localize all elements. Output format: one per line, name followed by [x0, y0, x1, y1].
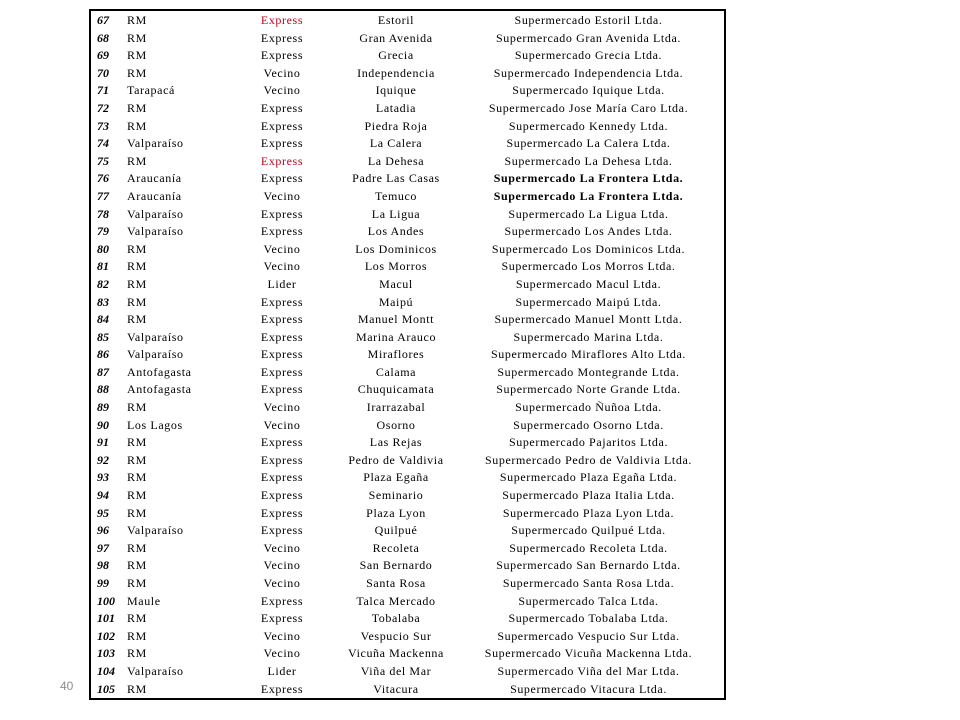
store-cell: Tobalaba	[371, 611, 421, 626]
store-cell: Manuel Montt	[357, 312, 435, 327]
region-cell: RM	[127, 488, 147, 503]
region-cell: RM	[127, 576, 147, 590]
store-cell: Quilpué	[374, 523, 418, 538]
format-cell: Express	[260, 136, 304, 151]
company-cell: Supermercado Norte Grande Ltda.	[496, 382, 681, 397]
format-cell: Express	[260, 171, 304, 186]
region-cell: RM	[127, 276, 147, 291]
format-cell: Vecino	[263, 558, 301, 573]
company-cell: Supermercado Vicuña Mackenna Ltda.	[484, 646, 693, 661]
region-cell: RM	[127, 153, 147, 168]
row-number: 72	[97, 100, 109, 115]
company-cell: Supermercado Kennedy Ltda.	[508, 118, 669, 133]
region-cell: RM	[127, 30, 147, 45]
row-number: 70	[97, 65, 109, 80]
format-cell: Vecino	[263, 417, 301, 432]
table-row	[91, 47, 724, 65]
region-cell: RM	[127, 118, 147, 133]
row-number: 69	[97, 48, 109, 63]
company-cell: Supermercado San Bernardo Ltda.	[496, 558, 681, 573]
row-number: 100	[97, 593, 115, 608]
format-cell: Vecino	[263, 241, 301, 256]
region-cell: RM	[127, 628, 147, 643]
format-cell: Express	[260, 329, 304, 344]
table-row	[91, 469, 724, 487]
region-cell: RM	[127, 452, 147, 467]
company-cell: Supermercado Jose María Caro Ltda.	[488, 100, 689, 115]
region-cell: Araucanía	[127, 171, 182, 186]
row-number: 101	[97, 611, 115, 626]
page-number: 40	[60, 679, 74, 693]
store-cell: Macul	[379, 276, 413, 291]
store-cell: Plaza Lyon	[366, 505, 426, 520]
store-cell: Los Andes	[367, 224, 425, 239]
table-row	[91, 575, 724, 593]
company-cell: Supermercado Estoril Ltda.	[514, 13, 663, 27]
row-number: 81	[97, 259, 109, 274]
table-row	[91, 12, 724, 30]
table-row	[91, 417, 724, 435]
table-row	[91, 364, 724, 382]
store-cell: Vespucio Sur	[360, 628, 432, 643]
company-cell: Supermercado Osorno Ltda.	[513, 417, 664, 432]
table-row	[91, 65, 724, 83]
store-cell: Estoril	[377, 13, 415, 27]
format-cell: Express	[260, 206, 304, 221]
region-cell: RM	[127, 558, 147, 573]
row-number: 90	[97, 417, 109, 432]
row-number: 89	[97, 400, 109, 415]
row-number: 94	[97, 488, 109, 503]
store-cell: Pedro de Valdivia	[348, 452, 444, 467]
company-cell: Supermercado Santa Rosa Ltda.	[502, 576, 675, 590]
region-cell: Valparaíso	[127, 329, 184, 344]
company-cell: Supermercado Los Morros Ltda.	[501, 259, 676, 274]
table-row	[91, 170, 724, 188]
table-frame	[89, 9, 726, 700]
supermarket-table	[91, 12, 724, 698]
store-cell: Vitacura	[373, 681, 419, 696]
region-cell: RM	[127, 100, 147, 115]
format-cell: Express	[260, 593, 304, 608]
company-cell: Supermercado La Frontera Ltda.	[493, 171, 684, 186]
company-cell: Supermercado Tobalaba Ltda.	[508, 611, 669, 626]
row-number: 96	[97, 523, 109, 538]
store-cell: Los Morros	[364, 259, 428, 274]
store-cell: Piedra Roja	[364, 118, 428, 133]
row-number: 88	[97, 382, 109, 397]
table-row	[91, 434, 724, 452]
store-cell: San Bernardo	[359, 558, 433, 573]
region-cell: Los Lagos	[127, 417, 183, 432]
region-cell: RM	[127, 400, 147, 415]
region-cell: RM	[127, 681, 147, 696]
table-row	[91, 135, 724, 153]
row-number: 73	[97, 118, 109, 133]
row-number: 75	[97, 153, 109, 168]
company-cell: Supermercado Ñuñoa Ltda.	[515, 400, 662, 415]
format-cell: Vecino	[263, 646, 301, 661]
row-number: 68	[97, 30, 109, 45]
table-row	[91, 188, 724, 206]
company-cell: Supermercado Vespucio Sur Ltda.	[497, 628, 680, 643]
company-cell: Supermercado Montegrande Ltda.	[497, 364, 680, 379]
format-cell: Vecino	[263, 188, 301, 203]
table-body	[91, 12, 724, 698]
region-cell: RM	[127, 540, 147, 555]
region-cell: RM	[127, 611, 147, 626]
format-cell: Express	[260, 100, 304, 115]
format-cell: Express	[260, 681, 304, 696]
store-cell: Iquique	[375, 83, 417, 98]
region-cell: RM	[127, 646, 147, 661]
format-cell: Lider	[267, 276, 297, 291]
store-cell: Osorno	[376, 417, 416, 432]
company-cell: Supermercado Plaza Italia Ltda.	[502, 488, 675, 503]
row-number: 85	[97, 329, 109, 344]
table-row	[91, 557, 724, 575]
format-cell: Express	[260, 224, 304, 239]
table-row	[91, 487, 724, 505]
company-cell: Supermercado Los Andes Ltda.	[504, 224, 673, 239]
store-cell: Talca Mercado	[356, 593, 436, 608]
format-cell: Express	[260, 118, 304, 133]
region-cell: RM	[127, 241, 147, 256]
company-cell: Supermercado Talca Ltda.	[518, 593, 659, 608]
row-number: 92	[97, 452, 109, 467]
format-cell: Vecino	[263, 259, 301, 274]
format-cell: Vecino	[263, 576, 301, 590]
region-cell: Valparaíso	[127, 347, 184, 362]
store-cell: Irarrazabal	[366, 400, 426, 415]
company-cell: Supermercado Grecia Ltda.	[514, 48, 663, 63]
table-row	[91, 663, 724, 681]
company-cell: Supermercado Los Dominicos Ltda.	[491, 241, 686, 256]
region-cell: RM	[127, 470, 147, 485]
format-cell: Lider	[267, 663, 297, 678]
row-number: 97	[97, 540, 109, 555]
company-cell: Supermercado Vitacura Ltda.	[510, 681, 667, 696]
region-cell: RM	[127, 65, 147, 80]
format-cell: Express	[260, 505, 304, 520]
table-row	[91, 505, 724, 523]
format-cell: Express	[260, 347, 304, 362]
region-cell: Antofagasta	[127, 364, 192, 379]
table-row	[91, 258, 724, 276]
company-cell: Supermercado La Ligua Ltda.	[508, 206, 669, 221]
table-row	[91, 610, 724, 628]
store-cell: Temuco	[374, 188, 418, 203]
store-cell: Los Dominicos	[355, 241, 437, 256]
format-cell: Vecino	[263, 400, 301, 415]
region-cell: RM	[127, 48, 147, 63]
company-cell: Supermercado Maipú Ltda.	[515, 294, 662, 309]
store-cell: Plaza Egaña	[363, 470, 429, 485]
store-cell: La Ligua	[371, 206, 421, 221]
row-number: 84	[97, 312, 109, 327]
region-cell: RM	[127, 312, 147, 327]
region-cell: RM	[127, 505, 147, 520]
row-number: 87	[97, 364, 109, 379]
format-cell: Express	[260, 48, 304, 63]
store-cell: Maipú	[378, 294, 414, 309]
row-number: 98	[97, 558, 109, 573]
format-cell: Vecino	[263, 83, 301, 98]
store-cell: Santa Rosa	[366, 576, 426, 590]
format-cell: Vecino	[263, 540, 301, 555]
format-cell: Express	[260, 382, 304, 397]
row-number: 71	[97, 83, 109, 98]
region-cell: Valparaíso	[127, 663, 184, 678]
store-cell: Vicuña Mackenna	[348, 646, 444, 661]
company-cell: Supermercado Independencia Ltda.	[493, 65, 684, 80]
region-cell: RM	[127, 259, 147, 274]
region-cell: Valparaíso	[127, 224, 184, 239]
store-cell: La Calera	[369, 136, 423, 151]
table-row	[91, 452, 724, 470]
table-row	[91, 223, 724, 241]
table-row	[91, 311, 724, 329]
store-cell: Latadia	[375, 100, 417, 115]
format-cell: Vecino	[263, 628, 301, 643]
store-cell: Grecia	[378, 48, 414, 63]
store-cell: Recoleta	[372, 540, 420, 555]
format-cell: Express	[260, 312, 304, 327]
company-cell: Supermercado Quilpué Ltda.	[511, 523, 666, 538]
store-cell: Calama	[375, 364, 417, 379]
company-cell: Supermercado Macul Ltda.	[515, 276, 662, 291]
company-cell: Supermercado Plaza Egaña Ltda.	[499, 470, 678, 485]
table-row	[91, 30, 724, 48]
company-cell: Supermercado Viña del Mar Ltda.	[497, 663, 680, 678]
row-number: 67	[97, 13, 109, 27]
store-cell: Gran Avenida	[359, 30, 433, 45]
table-row	[91, 276, 724, 294]
table-row	[91, 346, 724, 364]
region-cell: Valparaíso	[127, 136, 184, 151]
table-row	[91, 82, 724, 100]
format-cell: Express	[260, 294, 304, 309]
format-cell: Express	[260, 452, 304, 467]
table-row	[91, 399, 724, 417]
table-row	[91, 681, 724, 699]
row-number: 104	[97, 663, 115, 678]
row-number: 80	[97, 241, 109, 256]
store-cell: Marina Arauco	[355, 329, 437, 344]
table-row	[91, 206, 724, 224]
table-row	[91, 628, 724, 646]
format-cell: Express	[260, 13, 304, 27]
store-cell: Viña del Mar	[360, 663, 432, 678]
row-number: 99	[97, 576, 109, 590]
table-row	[91, 100, 724, 118]
region-cell: Antofagasta	[127, 382, 192, 397]
format-cell: Express	[260, 435, 304, 450]
region-cell: Araucanía	[127, 188, 182, 203]
row-number: 93	[97, 470, 109, 485]
company-cell: Supermercado Pedro de Valdivia Ltda.	[485, 452, 692, 467]
table-row	[91, 118, 724, 136]
region-cell: Tarapacá	[127, 83, 175, 98]
company-cell: Supermercado La Calera Ltda.	[506, 136, 671, 151]
table-row	[91, 522, 724, 540]
row-number: 76	[97, 171, 109, 186]
company-cell: Supermercado Plaza Lyon Ltda.	[502, 505, 675, 520]
region-cell: Valparaíso	[127, 206, 184, 221]
region-cell: Maule	[127, 593, 161, 608]
store-cell: Miraflores	[367, 347, 425, 362]
row-number: 82	[97, 276, 109, 291]
row-number: 105	[97, 681, 115, 696]
format-cell: Express	[260, 470, 304, 485]
company-cell: Supermercado Marina Ltda.	[513, 329, 664, 344]
row-number: 95	[97, 505, 109, 520]
format-cell: Express	[260, 611, 304, 626]
table-row	[91, 153, 724, 171]
region-cell: RM	[127, 13, 147, 27]
format-cell: Express	[260, 30, 304, 45]
company-cell: Supermercado Recoleta Ltda.	[509, 540, 668, 555]
company-cell: Supermercado Iquique Ltda.	[512, 83, 665, 98]
company-cell: Supermercado Pajaritos Ltda.	[508, 435, 669, 450]
table-row	[91, 294, 724, 312]
table-row	[91, 241, 724, 259]
row-number: 79	[97, 224, 109, 239]
store-cell: Chuquicamata	[357, 382, 435, 397]
region-cell: RM	[127, 435, 147, 450]
row-number: 91	[97, 435, 109, 450]
company-cell: Supermercado Manuel Montt Ltda.	[494, 312, 683, 327]
table-row	[91, 645, 724, 663]
table-row	[91, 593, 724, 611]
store-cell: Padre Las Casas	[352, 171, 440, 186]
company-cell: Supermercado La Dehesa Ltda.	[504, 153, 673, 168]
format-cell: Vecino	[263, 65, 301, 80]
format-cell: Express	[260, 153, 304, 168]
store-cell: Las Rejas	[369, 435, 423, 450]
table-row	[91, 540, 724, 558]
region-cell: RM	[127, 294, 147, 309]
row-number: 86	[97, 347, 109, 362]
row-number: 102	[97, 628, 115, 643]
format-cell: Express	[260, 364, 304, 379]
row-number: 78	[97, 206, 109, 221]
row-number: 77	[97, 188, 109, 203]
table-row	[91, 381, 724, 399]
store-cell: La Dehesa	[367, 153, 425, 168]
store-cell: Independencia	[357, 65, 435, 80]
company-cell: Supermercado La Frontera Ltda.	[493, 188, 684, 203]
row-number: 83	[97, 294, 109, 309]
table-row	[91, 329, 724, 347]
company-cell: Supermercado Gran Avenida Ltda.	[496, 30, 681, 45]
row-number: 74	[97, 136, 109, 151]
format-cell: Express	[260, 523, 304, 538]
store-cell: Seminario	[368, 488, 424, 503]
format-cell: Express	[260, 488, 304, 503]
company-cell: Supermercado Miraflores Alto Ltda.	[490, 347, 686, 362]
row-number: 103	[97, 646, 115, 661]
region-cell: Valparaíso	[127, 523, 184, 538]
